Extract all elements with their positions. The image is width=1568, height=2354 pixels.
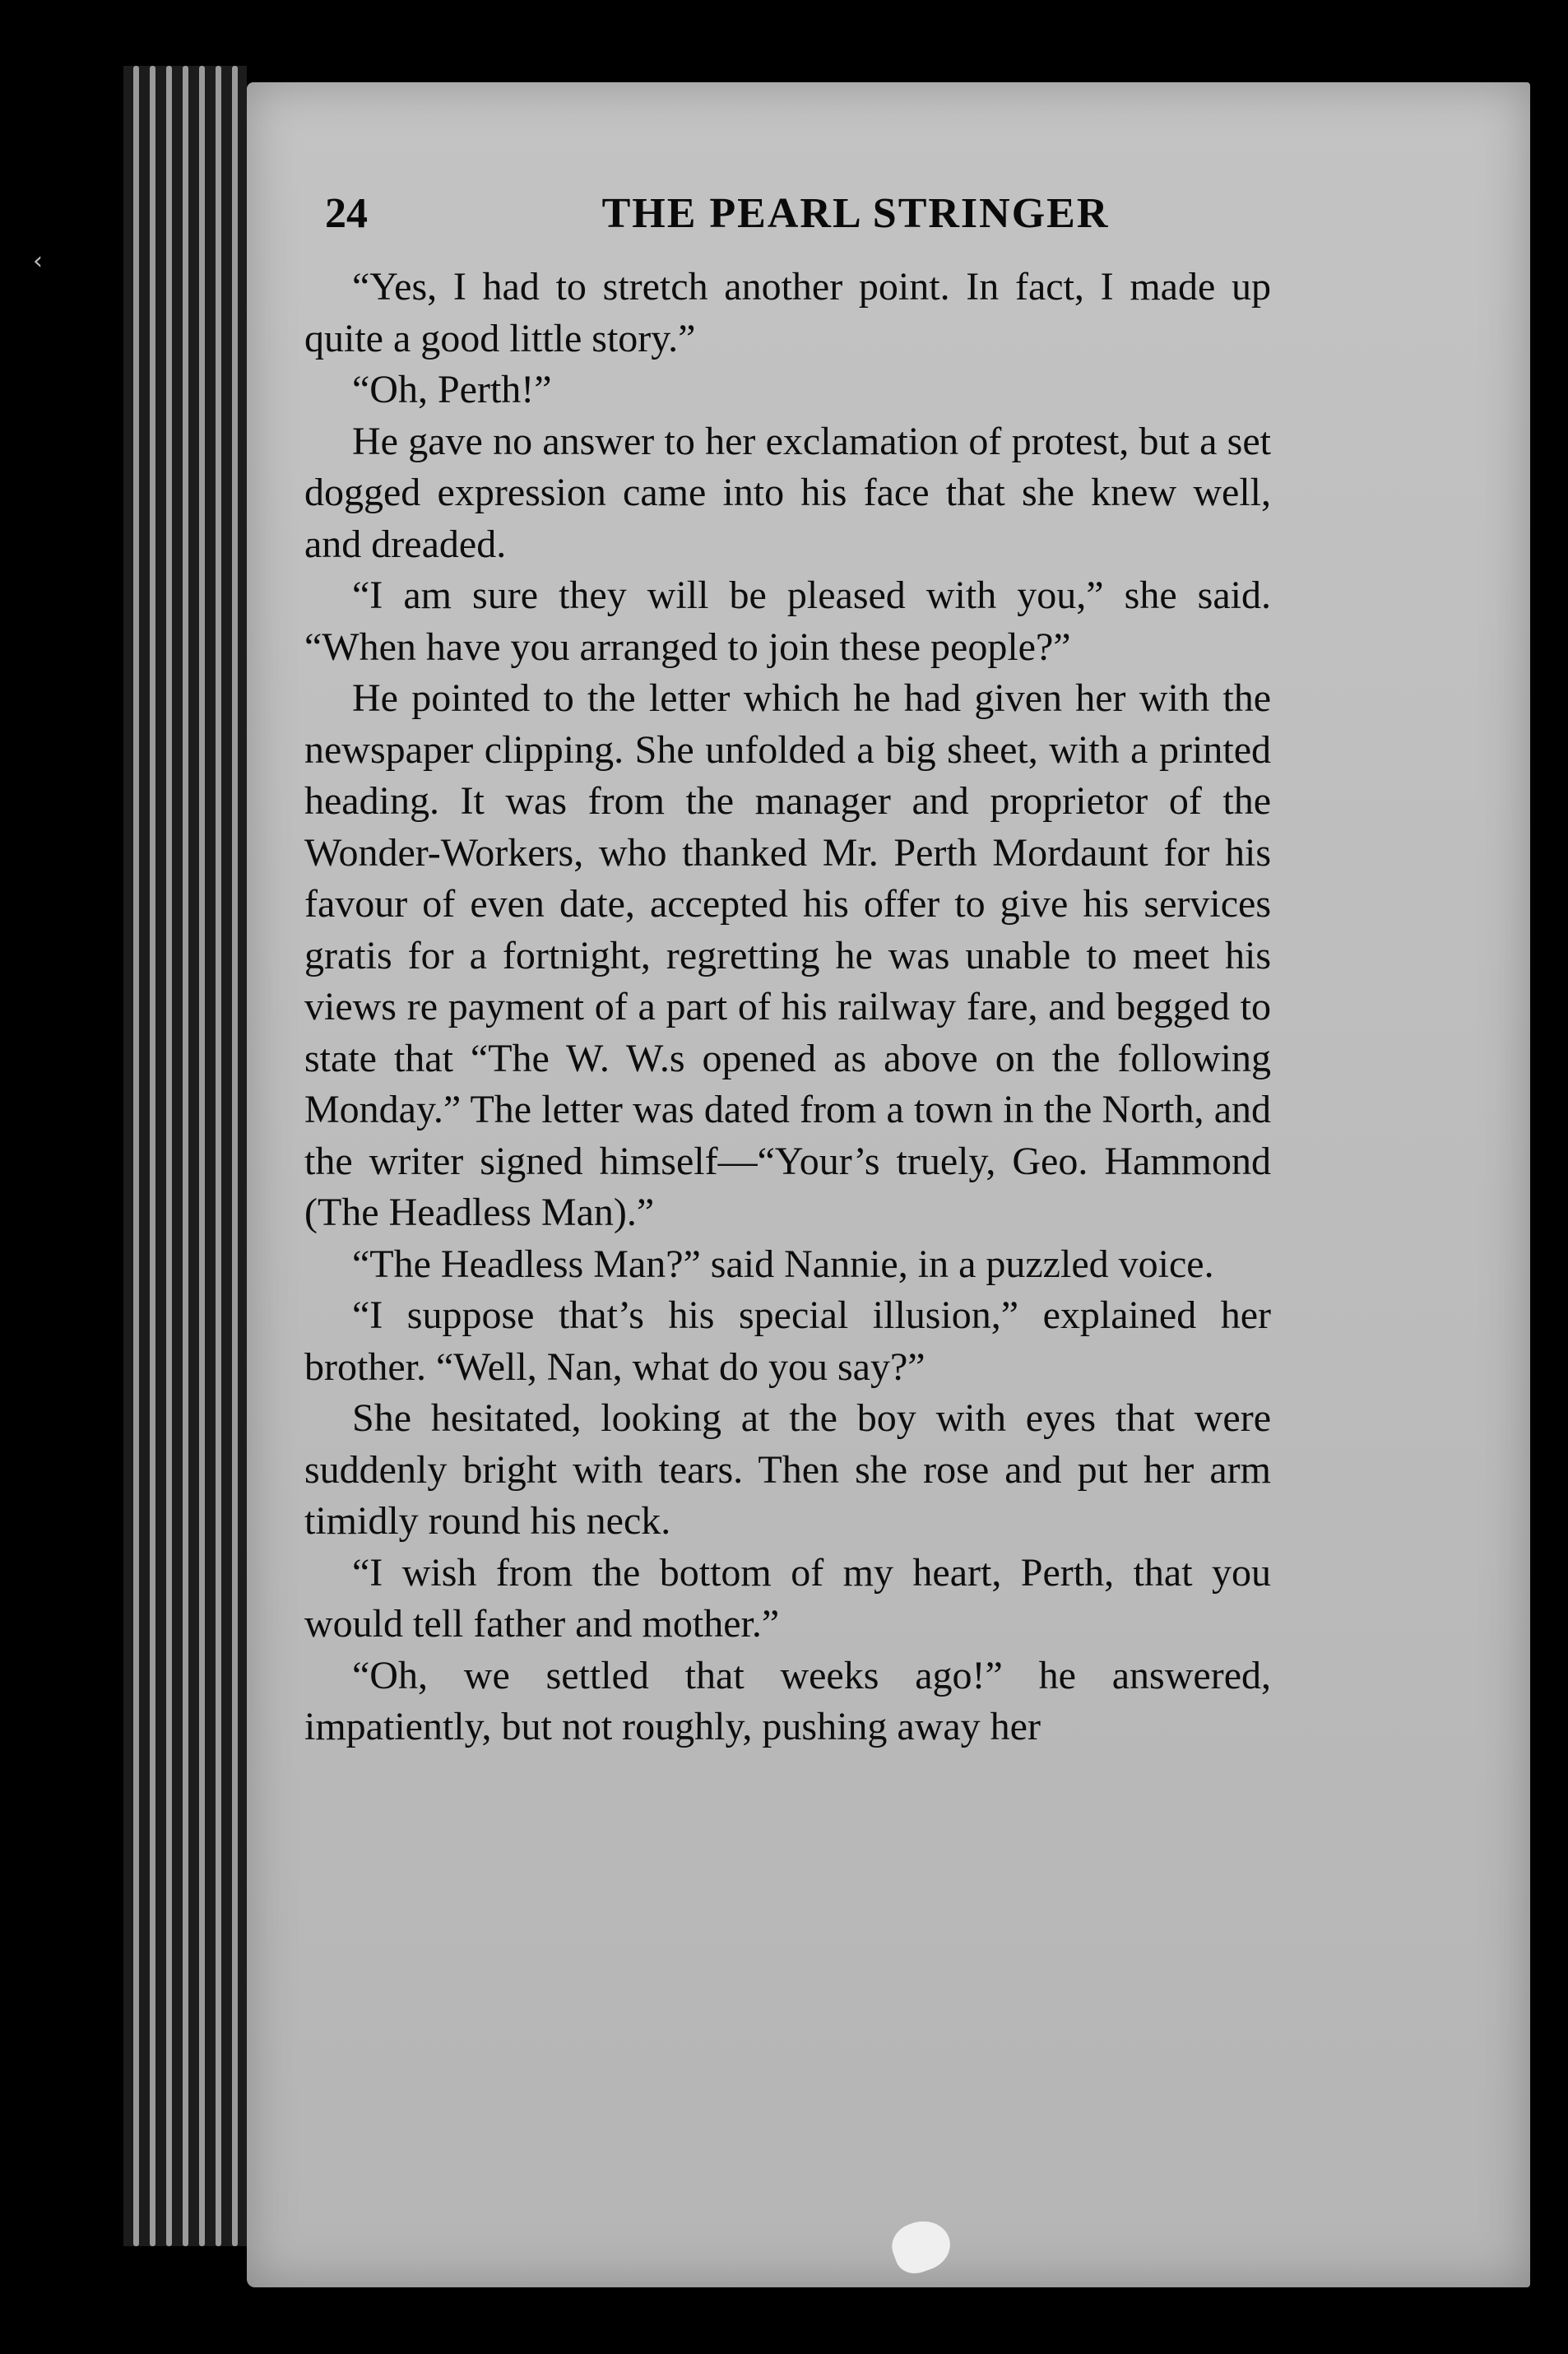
paragraph: She hesitated, looking at the boy with eyes that were suddenly bright with tears. Then she rose and put her arm timidly round his neck.	[304, 1396, 1271, 1543]
paragraph: “Oh, we settled that weeks ago!” he answered, impatiently, but not roughly, pushing away her	[304, 1653, 1271, 1748]
page-edge-line	[133, 66, 139, 2246]
scan-speck: ‹	[33, 247, 43, 276]
page-edge-line	[183, 66, 188, 2246]
paragraph: He gave no answer to her exclamation of protest, but a set dogged expression came into his face that she knew well, and dreaded.	[304, 419, 1271, 566]
paragraph: “I am sure they will be pleased with you,” she said. “When have you arranged to join these people?”	[304, 573, 1271, 669]
paragraph: He pointed to the letter which he had given her with the newspaper clipping. She unfolded a big sheet, with a printed heading. It was from the manager and proprietor of the Wonder-Workers, who thanked Mr. Perth Mordaunt for his favour of even date, accepted his offer to give his services gratis for a fortnight, regretting he was unable to meet his views re payment of a part of his railway fare, and begged to state that “The W. W.s opened as above on the following Monday.” The letter was dated from a town in the North, and the writer signed himself—“Your’s truely, Geo. Hammond (The Headless Man).”	[304, 676, 1271, 1234]
paragraph: “I suppose that’s his special illusion,” explained her brother. “Well, Nan, what do you say?”	[304, 1293, 1271, 1389]
paragraph: “Yes, I had to stretch another point. In fact, I made up quite a good little story.”	[304, 265, 1271, 360]
page-number: 24	[325, 190, 368, 237]
page-header	[325, 189, 1279, 272]
page-edge-line	[150, 66, 155, 2246]
page-edges	[123, 66, 247, 2246]
page-edge-line	[216, 66, 221, 2246]
paragraph: “Oh, Perth!”	[352, 368, 552, 411]
paragraph: “The Headless Man?” said Nannie, in a puzzled voice.	[352, 1242, 1214, 1286]
page-edge-line	[166, 66, 172, 2246]
paragraph: “I wish from the bottom of my heart, Perth, that you would tell father and mother.”	[304, 1550, 1271, 1646]
running-title: THE PEARL STRINGER	[601, 190, 1110, 237]
body-text	[304, 262, 1271, 1753]
page-edge-line	[232, 66, 238, 2246]
page-edge-line	[199, 66, 205, 2246]
